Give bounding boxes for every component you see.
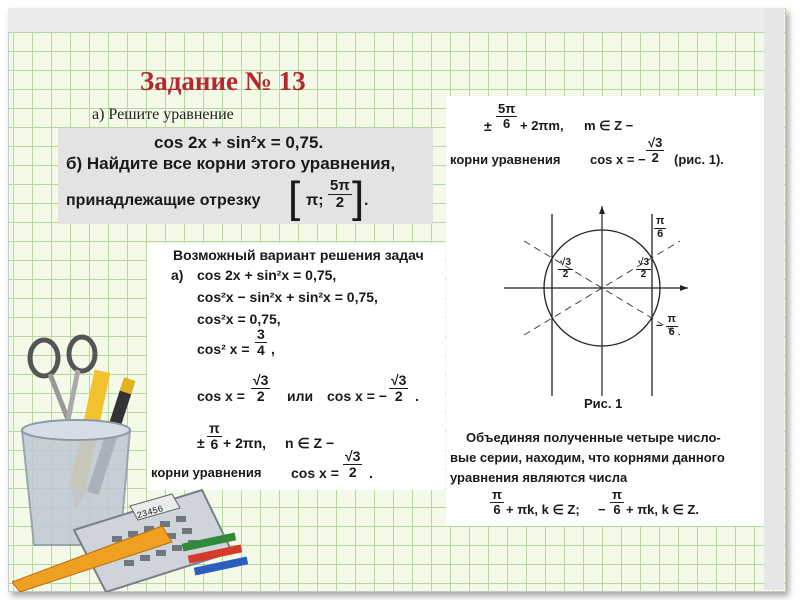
solution-line2: cos²x − sin²x + sin²x = 0,75, (197, 289, 378, 305)
roots-label: корни уравнения (151, 465, 262, 480)
slide-title: Задание № 13 (140, 66, 306, 96)
fraction-denominator: 6 (493, 501, 501, 517)
top-border-strip (8, 8, 784, 32)
minus-sign: − (656, 319, 663, 332)
interval-left-bracket: [ (288, 173, 301, 222)
stationery-illustration (12, 330, 252, 592)
fraction-denominator: 2 (348, 463, 357, 480)
fraction-denominator: 2 (651, 149, 659, 165)
solution-line3: cos²x = 0,75, (197, 311, 281, 327)
right-roots-label: корни уравнения (450, 152, 561, 167)
final-series-1: + πk, k ∈ Z; (506, 502, 580, 517)
fraction-denominator: 6 (502, 115, 511, 131)
cos-equation-1-fraction (251, 373, 270, 403)
fraction-denominator: 2 (640, 268, 647, 280)
interval-period: . (364, 192, 369, 209)
solution-label-a: а) (171, 267, 184, 283)
right-solution-panel (446, 96, 764, 526)
task-equation: cos 2x + sin²x = 0,75. (154, 133, 324, 152)
fraction-denominator: 6 (657, 227, 664, 240)
figure-label-sqrt-left (558, 258, 573, 280)
roots-equation-lhs: cos x = (291, 465, 339, 481)
fraction-numerator: √3 (638, 257, 650, 268)
final-series-2: + πk, k ∈ Z. (626, 502, 699, 517)
fraction-numerator: π (656, 215, 665, 227)
fraction-denominator: 4 (257, 341, 265, 358)
cos-equation-2-lhs: cos x = − (327, 388, 387, 404)
solution-line1: cos 2x + sin²x = 0,75, (197, 267, 337, 283)
calculator-display-text: 23456 (135, 504, 165, 522)
figure-label-sqrt-right (636, 258, 651, 280)
final-fraction-1 (490, 488, 504, 516)
series1-set: n ∈ Z − (285, 435, 335, 451)
cos-equation-1-lhs: cos x = (197, 388, 245, 404)
series2-rest: + 2πm, (520, 118, 564, 133)
interval-right-bracket: ] (352, 173, 365, 222)
task-box (58, 128, 433, 224)
fraction-denominator: 2 (256, 387, 265, 404)
interval-left-value: π; (306, 192, 324, 209)
cos-equation-2-dot: . (415, 388, 419, 404)
series1-rest: + 2πn, (223, 435, 267, 451)
final-fraction-2 (610, 488, 624, 516)
task-part-b-line1: б) Найдите все корни этого уравнения, (66, 154, 396, 173)
fraction-denominator: 6 (210, 435, 219, 452)
solution-line4-comma: , (271, 341, 275, 357)
fraction-numerator: √3 (253, 372, 269, 388)
roots-dot: . (369, 465, 373, 481)
fraction-numerator: π (667, 313, 676, 325)
fraction-numerator: π (209, 420, 220, 436)
fraction-numerator: √3 (391, 372, 407, 388)
figure-caption: Рис. 1 (584, 396, 623, 411)
fraction-numerator: 5π (498, 101, 516, 116)
figure-reference: (рис. 1). (674, 152, 724, 167)
series2-fraction (496, 102, 517, 130)
series1-pm: ± (197, 435, 205, 451)
conclusion-line3: уравнения являются числа (450, 470, 628, 485)
fraction-numerator: π (612, 487, 622, 502)
or-word: или (287, 388, 314, 404)
fraction-denominator: 2 (394, 387, 403, 404)
solution-line4-fraction (255, 327, 267, 357)
cos-equation-2-fraction (389, 373, 408, 403)
fraction-numerator: 3 (257, 326, 265, 342)
conclusion-line2: вые серии, находим, что корнями данного (450, 450, 725, 465)
right-border-strip (764, 8, 784, 590)
series2-pm: ± (484, 118, 492, 134)
final-minus: − (598, 502, 606, 517)
roots-fraction (343, 449, 362, 479)
fraction-denominator: 6 (613, 501, 621, 517)
task-intro: а) Решите уравнение (92, 106, 234, 123)
fraction-numerator: √3 (648, 135, 663, 150)
interval-denominator: 2 (335, 193, 345, 211)
right-roots-equation-lhs: cos x = − (590, 152, 646, 167)
fraction-numerator: π (492, 487, 502, 502)
fraction-denominator: 6 (668, 325, 675, 338)
fraction-numerator: √3 (560, 257, 572, 268)
conclusion-line1: Объединяя полученные четыре число- (466, 430, 721, 445)
fraction-denominator: 2 (562, 268, 569, 280)
task-part-b-line2: принадлежащие отрезку (66, 192, 261, 209)
interval-numerator: 5π (330, 177, 350, 194)
series2-set: m ∈ Z − (584, 118, 634, 133)
figure-label-pi6-top (654, 216, 666, 240)
solution-heading: Возможный вариант решения задач (173, 247, 424, 263)
solution-line4-lhs: cos² x = (197, 341, 250, 357)
fraction-numerator: √3 (345, 448, 361, 464)
right-roots-fraction (646, 136, 664, 164)
figure-label-minus-pi6 (656, 314, 678, 338)
interval-fraction (328, 178, 352, 211)
